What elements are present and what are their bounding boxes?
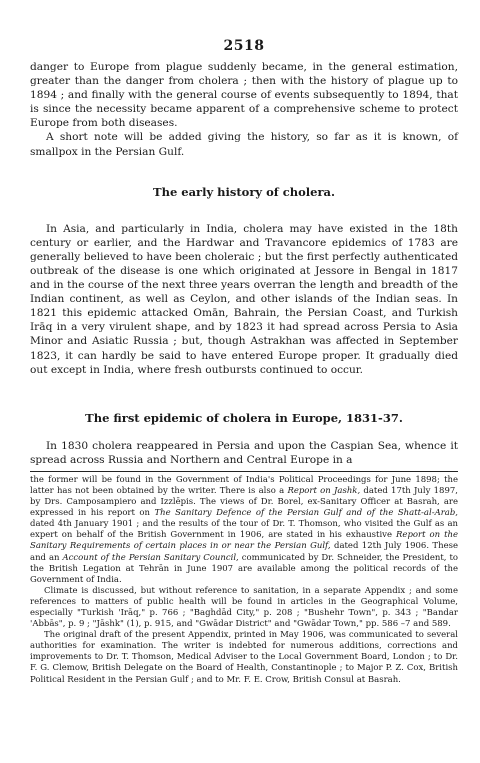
section-1-title: The early history of cholera. <box>153 184 335 199</box>
fn1-title-sanitary-requirements: Report on the Sanitary Requirements of certain places in or near the Persian Gulf, <box>30 530 458 552</box>
page-number: 2518 <box>223 38 265 54</box>
fn1-text-e: communicated by Dr. Schneider, the President, to the British Legation at Tehrān in June 1907 are available among the political records of the Government of India. <box>30 552 458 585</box>
document-page <box>30 38 458 686</box>
fn1-text-a: the former will be found in the Government of India's Political Proceedings for June 1898; the latter has not been obtained by the writer. There is also a <box>30 474 458 496</box>
footnote-2: Climate is discussed, but without reference to sanitation, in a separate Appendix ; and some references to matters of public health will be found in articles in the Geographical Volume, especially "Turkish 'Irāq," p. 766 ; "Baghdād City," p. 208 ; "Bushehr Town", p. 343 ; "Bandar 'Abbās", p. 9 ; "Jāshk" (1), p. 915, and "Gwādar District" and "Gwādar Town," pp. 586 –7 and 589. <box>30 585 458 630</box>
section-1-paragraph: In Asia, and particularly in India, cholera may have existed in the 18th century or earlier, and the Hardwar and Travancore epidemics of 1783 are generally believed to have been choleraic ; but the first perfectly authenticated outbreak of the disease is one which originated at Jessore in Bengal in 1817 and in the course of the next three years overran the length and breadth of the Indian continent, as well as Ceylon, and other islands of the Indian seas. In 1821 this epidemic attacked Omān, Bahrain, the Persian Coast, and Turkish Irāq in a very virulent shape, and by 1823 it had spread across Persia to Asia Minor and Asiatic Russia ; but, though Astrakhan was affected in September 1823, it can hardly be said to have entered Europe proper. It gradually died out except in India, where fresh outbursts continued to occur. <box>30 222 458 376</box>
section-2-paragraph: In 1830 cholera reappeared in Persia and upon the Caspian Sea, whence it spread across Russia and Northern and Central Europe in a <box>30 439 458 466</box>
section-2-body <box>30 439 458 467</box>
intro-paragraph-1: danger to Europe from plague suddenly became, in the general estimation, greater than the danger from cholera ; then with the history of plague up to 1894 ; and finally with the general course of events subsequently to 1894, that is since the necessity became apparent of a comprehensive scheme to protect Europe from both diseases. <box>30 61 458 130</box>
intro-block <box>30 60 458 159</box>
fn1-text-b: dated 17th July 1897, by Drs. Camposampiero and Izzlēpis. The views of Dr. Borel, ex-Sanitary Officer at Basrah, are expressed in his report on <box>30 485 458 519</box>
fn1-title-sanitary-defence: The Sanitary Defence of the Persian Gulf and of the Shatt-al-Arab, <box>154 508 458 519</box>
section-2-title: The first epidemic of cholera in Europe, 1831-37. <box>85 410 403 425</box>
fn1-title-jashk: Report on Jashk, <box>287 485 361 496</box>
fn1-text-c: dated 4th January 1901 ; and the results of the tour of Dr. T. Thomson, who visited the Gulf as an expert on behalf of the British Government in 1906, are stated in his exhaustive <box>30 519 458 541</box>
footnote-divider <box>30 471 458 472</box>
fn1-text-d: dated 12th July 1906. These and an <box>30 541 459 563</box>
footnote-1 <box>30 475 458 586</box>
intro-paragraph-2: A short note will be added giving the history, so far as it is known, of smallpox in the Persian Gulf. <box>30 131 458 158</box>
footnotes <box>30 475 458 686</box>
footnote-3: The original draft of the present Appendix, printed in May 1906, was communicated to several authorities for examination. The writer is indebted for numerous additions, corrections and improvements to Dr. T. Thomson, Medical Adviser to the Local Government Board, London ; to Dr. F. G. Clemow, British Delegate on the Board of Health, Constantinople ; to Major P. Z. Cox, British Political Resident in the Persian Gulf ; and to Mr. F. E. Crow, British Consul at Basrah. <box>30 630 458 685</box>
section-1-body <box>30 222 458 377</box>
fn1-title-sanitary-council: Account of the Persian Sanitary Council, <box>62 552 239 563</box>
